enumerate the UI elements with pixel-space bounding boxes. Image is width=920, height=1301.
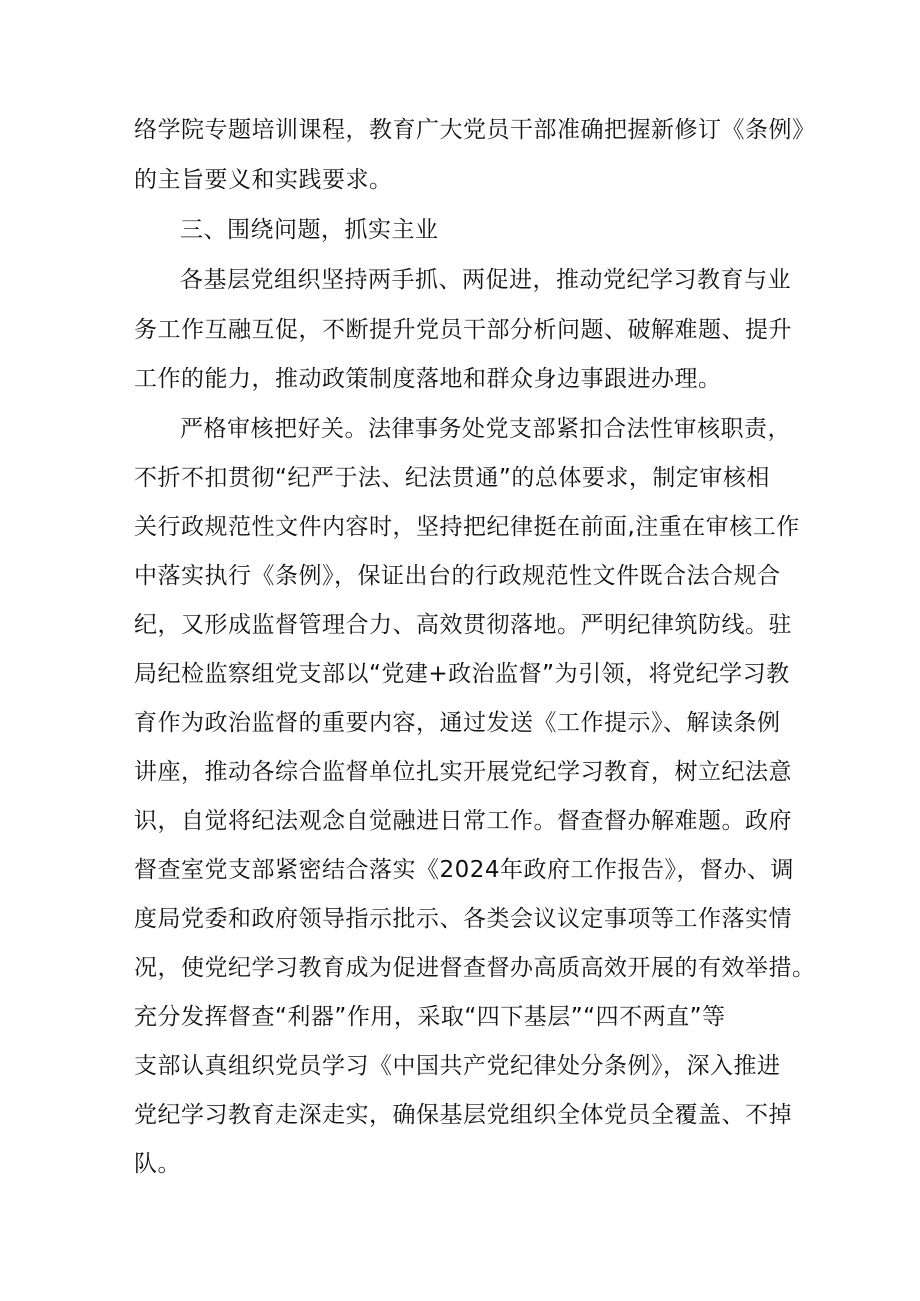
- paragraph-line: 局纪检监察组党支部以“党建+政治监督”为引领，将党纪学习教: [134, 661, 790, 687]
- paragraph-line: 严格审核把好关。法律事务处党支部紧扣合法性审核职责，: [180, 416, 791, 442]
- paragraph-line: 务工作互融互促，不断提升党员干部分析问题、破解难题、提升: [134, 317, 792, 343]
- paragraph-line: 络学院专题培训课程，教育广大党员干部准确把握新修订《条例》: [134, 117, 816, 143]
- paragraph-line: 关行政规范性文件内容时，坚持把纪律挺在前面,注重在审核工作: [134, 514, 800, 540]
- paragraph-line: 队。: [134, 1151, 181, 1177]
- paragraph-line: 不折不扣贯彻“纪严于法、纪法贯通”的总体要求，制定审核相: [134, 465, 770, 491]
- section-heading: 三、围绕问题，抓实主业: [180, 217, 439, 243]
- paragraph-line: 中落实执行《条例》，保证出台的行政规范性文件既合法合规合: [134, 563, 781, 589]
- paragraph-line: 的主旨要义和实践要求。: [134, 167, 393, 193]
- paragraph-line: 育作为政治监督的重要内容，通过发送《工作提示》、解读条例: [134, 710, 781, 736]
- paragraph-line: 讲座，推动各综合监督单位扎实开展党纪学习教育，树立纪法意: [134, 759, 792, 785]
- paragraph-line: 各基层党组织坚持两手抓、两促进，推动党纪学习教育与业: [180, 267, 791, 293]
- paragraph-line: 支部认真组织党员学习《中国共产党纪律处分条例》，深入推进: [134, 1053, 781, 1079]
- paragraph-line: 督查室党支部紧密结合落实《2024年政府工作报告》，督办、调: [134, 857, 795, 883]
- paragraph-line: 度局党委和政府领导指示批示、各类会议议定事项等工作落实情: [134, 906, 792, 932]
- paragraph-line: 况，使党纪学习教育成为促进督查督办高质高效开展的有效举措。: [134, 955, 816, 981]
- paragraph-line: 工作的能力，推动政策制度落地和群众身边事跟进办理。: [134, 366, 722, 392]
- paragraph-line: 充分发挥督查“利器”作用，采取“四下基层”“四不两直”等: [134, 1004, 726, 1030]
- paragraph-line: 党纪学习教育走深走实，确保基层党组织全体党员全覆盖、不掉: [134, 1102, 792, 1128]
- paragraph-line: 识，自觉将纪法观念自觉融进日常工作。督查督办解难题。政府: [134, 808, 792, 834]
- paragraph-line: 纪，又形成监督管理合力、高效贯彻落地。严明纪律筑防线。驻: [134, 612, 792, 638]
